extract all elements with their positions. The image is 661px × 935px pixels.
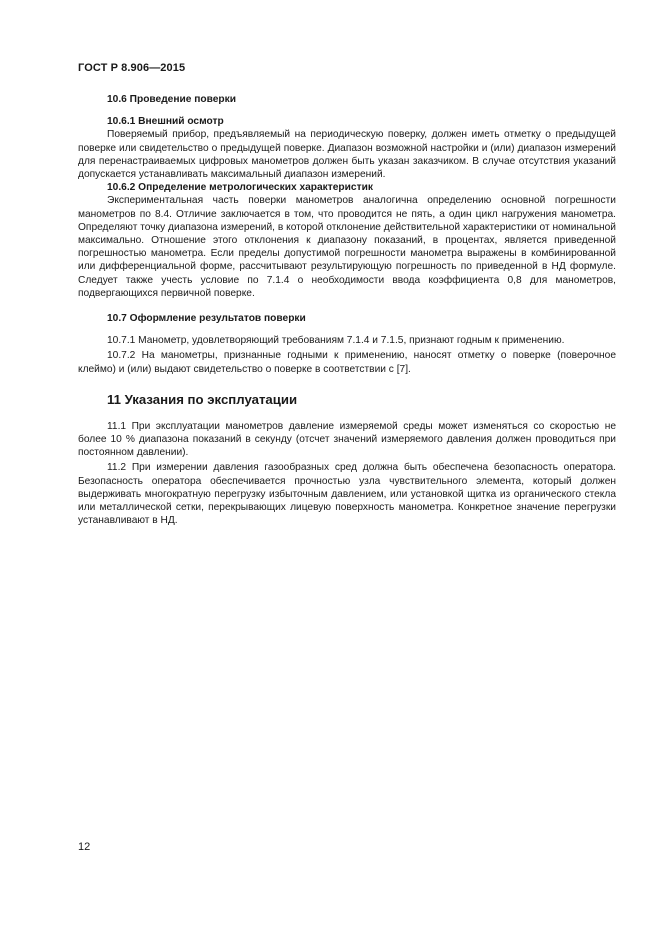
- section-10-6-2-text: Экспериментальная часть поверки манометров аналогична определению основной погрешности манометров по 8.4. Отличие заключается в том, что проводится не пять, а один цикл нагружения манометра. Определяют точку диапазона измерений, в которой отклонение действительной характеристики от номинальной максимально. Отношение этого отклонения к диапазону показаний, в процентах, является приведенной погрешностью манометра. Если пределы допустимой погрешности манометра выражены в комбинированной или дифференциальной форме, рассчитывают результирующую погрешность по приведенной в НД формуле. Следует также учесть условие по 7.1.4 о необходимости ввода коэффициента 0,8 для манометров, подвергающихся первичной поверке.: [78, 195, 616, 299]
- section-10-7-heading: 10.7 Оформление результатов поверки: [107, 313, 306, 325]
- section-11-2-text: 11.2 При измерении давления газообразных сред должна быть обеспечена безопасность оператора. Безопасность оператора обеспечивается прочностью узла чувствительного элемента, который должен выдерживать многократную перегрузку избыточным давлением, или установкой щитка из органического стекла или металлической сетки, перекрывающих лицевую поверхность манометра. Конкретное значение перегрузки устанавливают в НД.: [78, 462, 616, 527]
- section-11-heading: 11 Указания по эксплуатации: [107, 391, 298, 407]
- document-code-header: ГОСТ Р 8.906—2015: [78, 62, 186, 74]
- section-10-7-1-text: 10.7.1 Манометр, удовлетворяющий требованиям 7.1.4 и 7.1.5, признают годным к применению.: [107, 335, 565, 347]
- section-10-6-1-heading: 10.6.1 Внешний осмотр: [107, 116, 224, 128]
- section-10-6-heading: 10.6 Проведение поверки: [107, 94, 237, 105]
- section-11-1-text: 11.1 При эксплуатации манометров давление измеряемой среды может изменяться со скоростью не более 10 % диапазона показаний в секунду (отсчет значений измеряемого давления должен проводиться при постоянном давлении).: [78, 420, 616, 459]
- section-10-6-2-heading: 10.6.2 Определение метрологических характеристик: [107, 182, 373, 194]
- document-body: [78, 93, 616, 527]
- page-number: 12: [78, 841, 91, 853]
- section-10-7-2-text: 10.7.2 На манометры, признанные годными к применению, наносят отметку о поверке (поверочное клеймо) и (или) выдают свидетельство о поверке в соответствии с [7].: [78, 350, 616, 375]
- section-10-6-1-text: Поверяемый прибор, предъявляемый на периодическую поверку, должен иметь отметку о предыдущей поверке или свидетельство о предыдущей поверке. Диапазон возможной настройки и (или) диапазон измерений для перенастраиваемых цифровых манометров должен быть указан заказчиком. В случае отсутствия указаний допускается устанавливать максимальный диапазон измерений.: [78, 129, 616, 181]
